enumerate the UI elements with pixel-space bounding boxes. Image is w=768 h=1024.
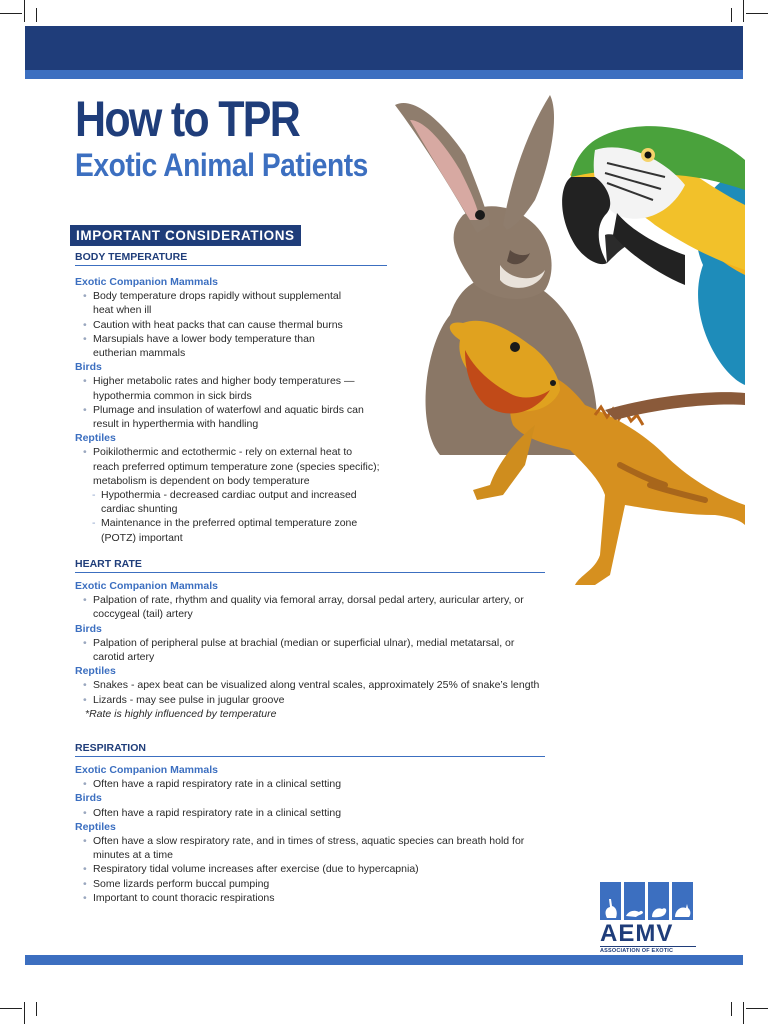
bullet-item: • Important to count thoracic respirations	[75, 891, 545, 905]
bullet-item: • Palpation of peripheral pulse at brachial (median or superficial ulnar), medial metatarsal, or carotid artery	[75, 636, 545, 664]
crop-mark	[36, 8, 37, 22]
crop-mark	[746, 13, 768, 14]
page-title: How to TPR	[75, 91, 300, 147]
bullet-item: • Poikilothermic and ectothermic - rely on external heat to reach preferred optimum temperature zone (species specific); metabolism is dependent on body temperature	[75, 445, 387, 488]
bullet-item: • Palpation of rate, rhythm and quality via femoral array, dorsal pedal artery, auricular artery, or coccygeal (tail) artery	[75, 593, 545, 621]
subheading-reptiles: Reptiles	[75, 432, 116, 445]
footnote: *Rate is highly influenced by temperature	[85, 707, 277, 720]
crop-mark	[731, 8, 732, 22]
body-temperature-section	[75, 251, 387, 545]
crop-mark	[36, 1002, 37, 1016]
subheading-mammals: Exotic Companion Mammals	[75, 580, 218, 592]
crop-mark	[0, 1008, 22, 1009]
bullet-item: • Some lizards perform buccal pumping	[75, 877, 545, 891]
sub-bullet-item: - Hypothermia - decreased cardiac output and increased cardiac shunting	[75, 488, 387, 516]
subheading-reptiles: Reptiles	[75, 665, 116, 678]
section-heading: HEART RATE	[75, 558, 545, 573]
bullet-item: • Plumage and insulation of waterfowl and aquatic birds can result in hyperthermia with handling	[75, 403, 387, 431]
subheading-mammals: Exotic Companion Mammals	[75, 764, 218, 776]
crop-mark	[743, 0, 744, 22]
header-stripe	[25, 70, 743, 79]
subheading-birds: Birds	[75, 622, 102, 635]
bullet-item: • Marsupials have a lower body temperature than eutherian mammals	[75, 332, 387, 360]
heart-rate-section	[75, 558, 545, 721]
section-heading: BODY TEMPERATURE	[75, 251, 387, 266]
subheading-birds: Birds	[75, 361, 102, 374]
logo-acronym: AEMV	[600, 920, 674, 947]
ferret-icon	[624, 882, 645, 920]
rodent-icon	[648, 882, 669, 920]
sub-bullet-item: - Maintenance in the preferred optimal temperature zone (POTZ) important	[75, 516, 387, 544]
section-heading: RESPIRATION	[75, 742, 545, 757]
bullet-item: • Often have a rapid respiratory rate in a clinical setting	[75, 806, 545, 820]
crop-mark	[746, 1008, 768, 1009]
crop-mark	[731, 1002, 732, 1016]
important-considerations-banner: IMPORTANT CONSIDERATIONS	[70, 225, 301, 246]
bullet-item: • Often have a rapid respiratory rate in a clinical setting	[75, 777, 545, 791]
bullet-item: • Higher metabolic rates and higher body temperatures — hypothermia common in sick birds	[75, 374, 387, 402]
bullet-item: • Respiratory tidal volume increases after exercise (due to hypercapnia)	[75, 862, 545, 876]
animals-illustration	[385, 85, 745, 605]
rabbit-icon	[600, 882, 621, 920]
bullet-item: • Often have a slow respiratory rate, and in times of stress, aquatic species can breath hold for minutes at a time	[75, 834, 545, 862]
bullet-item: • Body temperature drops rapidly without supplemental heat when ill	[75, 289, 387, 317]
logo-full-name: ASSOCIATION OF EXOTIC	[600, 946, 696, 961]
bullet-item: • Snakes - apex beat can be visualized along ventral scales, approximately 25% of snake’s length	[75, 678, 545, 692]
bullet-item: • Lizards - may see pulse in jugular groove	[75, 693, 545, 707]
parrot-image	[562, 126, 745, 385]
subheading-reptiles: Reptiles	[75, 820, 116, 833]
respiration-section	[75, 742, 545, 905]
page-subtitle: Exotic Animal Patients	[75, 147, 368, 183]
hedgehog-icon	[672, 882, 693, 920]
footer-band	[25, 955, 743, 965]
subheading-birds: Birds	[75, 792, 102, 805]
subheading-mammals: Exotic Companion Mammals	[75, 276, 218, 288]
crop-mark	[0, 13, 22, 14]
bullet-item: • Caution with heat packs that can cause thermal burns	[75, 318, 387, 332]
header-band	[25, 26, 743, 70]
crop-mark	[24, 1002, 25, 1024]
crop-mark	[743, 1002, 744, 1024]
crop-mark	[24, 0, 25, 22]
logo-bars	[600, 882, 696, 920]
